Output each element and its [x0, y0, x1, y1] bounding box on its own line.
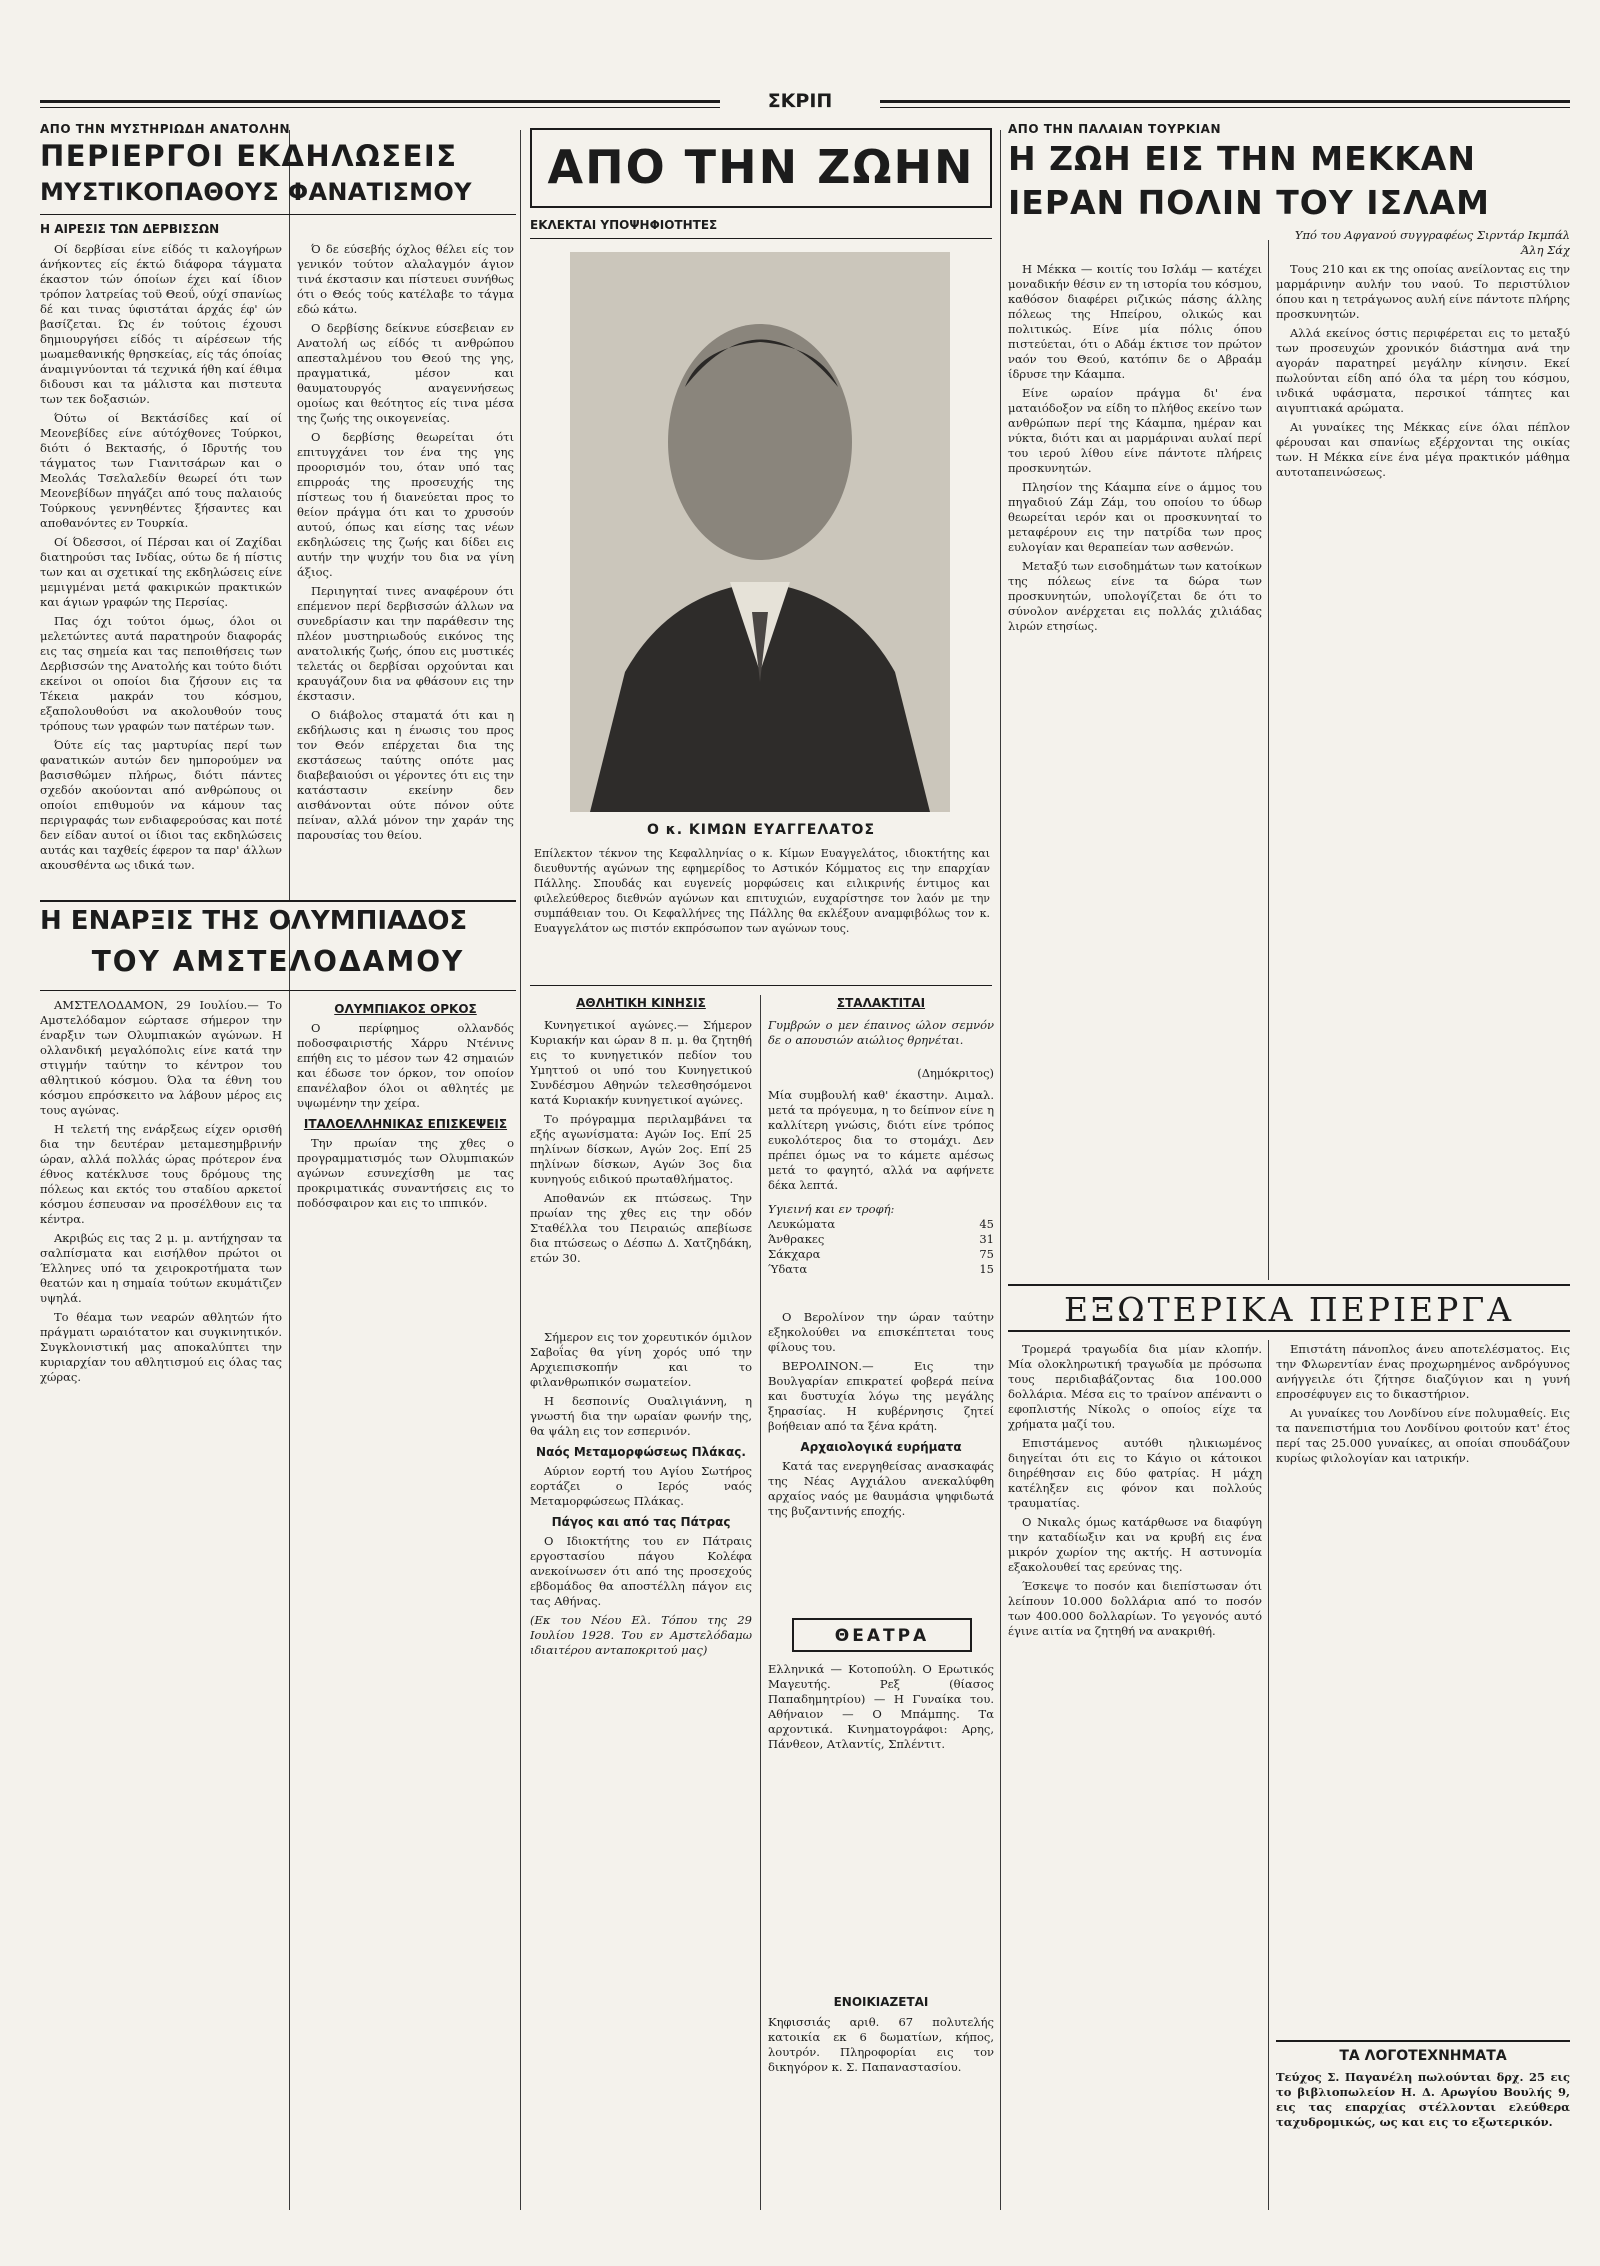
source-note: (Εκ του Νέου Ελ. Τόπου της 29 Ιουλίου 1928. Του εν Αμστελόδαμω ιδιαιτέρου ανταποκριτού μας)	[530, 1613, 752, 1657]
mystic-column-2-text	[297, 242, 514, 892]
olympics-headline-rule	[40, 990, 516, 991]
literary-title: ΤΑ ΛΟΓΟΤΕΧΝΗΜΑΤΑ	[1339, 2048, 1507, 2064]
center-subhead: ΕΚΛΕΚΤΑΙ ΥΠΟΨΗΦΙΟΤΗΤΕΣ	[530, 218, 718, 232]
curious-headline-box	[1008, 1284, 1570, 1332]
olympics-headline-line1: Η ΕΝΑΡΞΙΣ ΤΗΣ ΟΛΥΜΠΙΑΔΟΣ	[40, 908, 468, 936]
stalaktites-epigraph-author: (Δημόκριτος)	[917, 1066, 994, 1080]
column-divider-5	[760, 995, 761, 2210]
nutrition-table-title: Υγιεινή και εν τροφή:	[768, 1202, 895, 1216]
mecca-byline: Υπό του Αφγανού συγγραφέως Σιρντάρ Ικμπάλ Άλη Σάχ	[1294, 228, 1570, 257]
dance-para: Σήμερον εις τον χορευτικόν όμιλον Σαβοΐας θα γίνη χορός υπό την Αρχιεπισκοπήν και το φιλανθρωπικόν σωματείον.	[530, 1330, 752, 1389]
mystic-para-8: Ο δερβίσης θεωρείται ότι επιτυγχάνει τον ένα της γης προορισμόν του, όταν υπό τας επιρροάς της προσευχής της πίστεως του ή διανεύεται προς το θείον πράγμα ότι και το χρυσούν αυτού, όπως και είσης τας νέων εκδηλώσεις της ζωής και δίδει εις αυτήν την ψυχήν του δια να γίνη άξιος.	[297, 430, 514, 579]
mystic-para-3: Οί Όδεσσοι, οί Πέρσαι και οί Ζαχίδαι διατηρούσι τας Ινδίας, ούτω δε ή πίστις των και αι σχετικαί της εκδηλώσεις είνε μεμιγμέναι μετά φακιρικών πρακτικών και άγιων γραφών της Περσίας.	[40, 535, 282, 609]
mystic-para-7: Ο δερβίσης δείκνυε εύσεβειαν εν Ανατολή ως είδός τι ανθρώπου απεσταλμένου του Θεού της γης, πραγματικά, μέσον και θαυματουργός αναγεννήσεως ομοίως και θεότητος είς τινα μέσα της ζωής της οικογενείας.	[297, 321, 514, 425]
column-divider-6	[289, 920, 290, 2210]
mystic-para-1: Οί δερβίσαι είνε είδός τι καλογήρων άνήκοντες είς έκτώ διάφορα τάγματα έκαστον τών όποίων έχει καί ίδιον τρόπον λατρείας τοϋ Θεοΰ, ούχί σπανίως δέ και τινας ύφιστάται άρχάς έφ' ών βασίζεται. Ώς έν τούτοις έχουσι δημιουργήσει είδός τι αίρέσεων τής μωαμεθανικής θρησκείας, είς τάς όποίας άναμιγνύονται τά τεχνικά ήθη καί έθιμα διδουσι και τα μάλιστα και πιστευτα των τεκ δοξασιών.	[40, 242, 282, 406]
stalaktites-epigraph: Γυμβρών ο μεν έπαινος ώλον σεμνόν δε ο απουσιών αιώλιος θρηνέται.	[768, 1018, 994, 1047]
theatre-listings: Ελληνικά — Κοτοπούλη. Ο Ερωτικός Μαγευτής. Ρεξ (θίασος Παπαδημητρίου) — Η Γυναίκα του. Αθήναιον — Ο Μπάμπης. Τα αρχοντικά. Κινηματογράφοι: Αρης, Πάνθεον, Ατλαντίς, Σπλέντιτ.	[768, 1662, 994, 1751]
mystic-headline-rule	[40, 214, 516, 215]
column-divider-7	[1268, 1340, 1269, 2210]
nutrition-row-name: Σάκχαρα	[768, 1247, 821, 1261]
mecca-para-1: Η Μέκκα — κοιτίς του Ισλάμ — κατέχει μοναδικήν θέσιν εν τη ιστορία του κόσμου, καθόσον διαφέρει ριζικώς πάσης άλλης πόλεως της Ηπείρου, ολικώς και πολιτικώς. Είνε μία πόλις όπου πιστεύεται, ότι ο Αδάμ έκτισε τον πρώτον ναόν του Θεού, κατόπιν δε ο Αβραάμ ίδρυσε την Κάαμπα.	[1008, 262, 1262, 381]
mystic-para-6: Ό δε εύσεβής όχλος θέλει είς τον γενικόν τούτον αλαλαγμόν άγιον τινά έκστασιν και πίστευει συνήθως ότι ο Θεός τούς κατέλαβε το τάγμα εδώ κάτω.	[297, 242, 514, 316]
berlin-text-block	[768, 1310, 994, 1610]
nutrition-row-value: 75	[979, 1247, 994, 1261]
theatre-title-box	[792, 1618, 972, 1652]
mystic-para-5: Όύτε είς τας μαρτυρίας περί των φανατικών αυτών δεν ημπορούμεν να βασισθώμεν πλήρως, διότι πάντες σχεδόν ακούονται από ανθρώπους οι οποίοι επιθυμούν να κάμουν τας περιγραφάς των ενδιαφερούσας και ποτέ δεν είδαν αυτοί οι ίδιοι τας εκδηλώσεις αυτάς και ταχθείς έφερον τα παρ' άλλων ακουσθέντα ως ιδικά των.	[40, 738, 282, 872]
nutrition-row-value: 15	[979, 1262, 994, 1276]
rental-notice-text: Κηφισσιάς αριθ. 67 πολυτελής κατοικία εκ 6 δωματίων, κήπος, λουτρόν. Πληροφορίαι εις τον δικηγόρον κ. Σ. Παπαναστασίου.	[768, 2015, 994, 2074]
singer-para: Η δεσποινίς Ουαλιγιάννη, η γνωστή δια την ωραίαν φωνήν της, θα ψάλη εις τον εσπερινόν.	[530, 1394, 752, 1438]
mystic-para-4: Πας όχι τούτοι όμως, όλοι οι μελετώντες αυτά παρατηρούν διαφοράς εις τας σημεία και τας πεποιθήσεις των Δερβισσών της Ανατολής και τούτο διότι εκείνοι οι οποίοι δια ζήσουν εις τα Τέκεια μακράν του κόσμου, εξαπολουθούσι να ακολουθούν τους τρόπους των γραφών των πατέρων των.	[40, 614, 282, 733]
literary-text: Τεύχος Σ. Παγανέλη πωλούνται δρχ. 25 εις το βιβλιοπωλείον Η. Δ. Αρωγίου Βουλής 9, εις τας επαρχίας στέλλονται ελεύθερα ταχυδρομικώς, ως και εις το εξωτερικόν.	[1276, 2070, 1570, 2129]
portrait-silhouette	[570, 252, 950, 812]
column-divider-4	[1268, 240, 1269, 1280]
mecca-para-5: Τους 210 και εκ της οποίας ανείλοντας εις την μαρμάρινην αυλήν του ναού. Το περιστύλιον όπου και η τετράγωνος αυλή είνε πάντοτε πλήρης προσκυνητών.	[1276, 262, 1570, 321]
nutrition-row-name: Άνθρακες	[768, 1232, 825, 1246]
mecca-para-2: Είνε ωραίον πράγμα δι' ένα ματαιόδοξον να είδη το πλήθος εκείνο των ανθρώπων περί της Κάαμπα, ημέραν και νύκτα, διότι και αι μαρμάριναι αυλαί περί του ιερού λίθου είνε πάντοτε πλήρεις προσκυνητών.	[1008, 386, 1262, 475]
sports-para-3: Αποθανών εκ πτώσεως. Την πρωίαν της χθες εις την οδόν Σταθέλλα του Πειραιώς απεβίωσε δια πτώσεως ο Δέσπω Δ. Χατζηδάκη, ετών 30.	[530, 1191, 752, 1265]
olympics-para-2: Η τελετή της ενάρξεως είχεν ορισθή δια την δευτέραν μεταμεσημβρινήν ώραν, αλλά πολλάς ώρας πρότερον ένα έθνος κατέκλυσε τους δρόμους της πόλεως και εκτός του σταδίου αρκετοί κόσμου έσπευσαν να προσέλθουν εις τα κέντρα.	[40, 1122, 282, 1226]
literary-top-rule	[1276, 2040, 1570, 2042]
mystic-para-2: Όύτω οί Βεκτάσίδες καί οί Μεονεβίδες είνε αύτόχθονες Τούρκοι, διότι ό Βεκτασής, ό Ιδρυτής του τάγματος των Γιανιτσάρων και ο Μεολάς Τσελαλεδίν θεωρεί ότι των Μεονεβίδων πηγάζει από τους παλαιούς Τούρκους γεννηθέντες ξήσαντες και αποθανόντες εν Τουρκία.	[40, 411, 282, 530]
olympics-para-3: Ακριβώς εις τας 2 μ. μ. αντήχησαν τα σαλπίσματα και εισήλθον πρώτοι οι Έλληνες υπό τα χειροκροτήματα των θεατών και η σημαία τούτων εκυμάτιζεν υψηλά.	[40, 1231, 282, 1305]
italy-greek-title: ΙΤΑΛΟΕΛΛΗΝΙΚΑΣ ΕΠΙΣΚΕΨΕΙΣ	[303, 1117, 508, 1131]
berlin-lead-para: Ο Βερολίνον την ώραν ταύτην εξηκολούθει να επισκέπτεται τους φίλους του.	[768, 1310, 994, 1354]
curious-para-3: Ο Νικαλς όμως κατάρθωσε να διαφύγη την καταδίωξιν και να κρυβή εις ένα μικρόν χωρίον της ακτής. Η αστυνομία εξακολουθεί τας ερεύνας της.	[1008, 1515, 1262, 1574]
nutrition-row	[768, 1217, 994, 1232]
nutrition-row-name: Λευκώματα	[768, 1217, 836, 1231]
olympics-top-rule	[40, 900, 516, 902]
olympic-oath-title: ΟΛΥΜΠΙΑΚΟΣ ΟΡΚΟΣ	[334, 1002, 477, 1016]
patras-title: Πάγος και από τας Πάτρας	[551, 1515, 731, 1529]
mecca-column-1-text	[1008, 262, 1262, 1272]
column-divider-1	[289, 130, 290, 900]
church-title: Ναός Μεταμορφώσεως Πλάκας.	[536, 1445, 746, 1459]
mecca-column-2-text	[1276, 262, 1570, 1272]
nutrition-row-value: 31	[979, 1232, 994, 1246]
stalaktites-title: ΣΤΑΛΑΚΤΙΤΑΙ	[836, 996, 926, 1010]
portrait-photo	[570, 252, 950, 812]
nutrition-row	[768, 1247, 994, 1262]
sports-para-2: Το πρόγραμμα περιλαμβάνει τα εξής αγωνίσματα: Αγών Ιος. Επί 25 πηλίνων δίσκων, Αγών 2ος. Επί 25 πηλίνων δίσκων, Αγών 3ος δια κυνηγούς ειδικού πρωταθλήματος.	[530, 1112, 752, 1186]
church-para: Αύριον εορτή του Αγίου Σωτήρος εορτάζει ο Ιερός ναός Μεταμορφώσεως Πλάκας.	[530, 1464, 752, 1508]
page-number-header: ΣΚΡΙΠ	[720, 90, 880, 116]
nutrition-row-name: Ύδατα	[768, 1262, 808, 1276]
column-divider-3	[1000, 130, 1001, 2210]
mystic-column-1-text	[40, 242, 282, 892]
olympics-para-5: Ο περίφημος ολλανδός ποδοσφαιριστής Χάρρυ Ντένινς επήθη εις το μέσον των 42 σημαιών και έδωσε τον όρκον, τον οποίον επανέλαβον όλοι οι αθλητές με υψωμένην την χείρα.	[297, 1021, 514, 1110]
mecca-para-3: Πλησίον της Κάαμπα είνε ο άμμος του πηγαδιού Ζάμ Ζάμ, του οποίου το ύδωρ θεωρείται ιερόν και οι προσκυνηταί το μεταφέρουν εις την πατρίδα των προς ευλογίαν και θεραπείαν των ασθενών.	[1008, 480, 1262, 554]
nutrition-table	[768, 1202, 994, 1302]
nutrition-row-value: 45	[979, 1217, 994, 1231]
curious-column-2-text	[1276, 1342, 1570, 2032]
column-divider-2	[520, 130, 521, 2210]
patras-para: Ο Ιδιοκτήτης του εν Πάτραις εργοστασίου πάγου Κολέφα ανεκοίνωσεν ότι από της προσεχούς εβδομάδος θα αποστέλλη πάγον εις τας Αθήνας.	[530, 1534, 752, 1608]
olympics-column-2-text	[297, 998, 514, 2198]
sports-text	[530, 1018, 752, 1318]
curious-para-5: Επιστάτη πάνοπλος άνευ αποτελέσματος. Εις την Φλωρεντίαν ένας προχωρημένος ανδρόγυνος ανήγγειλε ότι ζήτησε διαζύγιον και η γυνή επροσέφυγεν εις το δικαστήριον.	[1276, 1342, 1570, 1401]
center-section-rule	[530, 985, 992, 986]
center-headline: ΑΠΟ ΤΗΝ ΖΩΗΝ	[547, 144, 975, 190]
olympics-para-4: Το θέαμα των νεαρών αθλητών ήτο πράγματι ωραιότατον και συγκινητικόν. Συγκλονιστική μας αποκαλύπτει την κυριαρχίαν του αθλητισμού εις όλας τας χώρας.	[40, 1310, 282, 1384]
archaeology-title: Αρχαιολογικά ευρήματα	[800, 1440, 962, 1454]
curious-para-4: Έσκεψε το ποσόν και διεπίστωσαν ότι λείπουν 10.000 δολλάρια από το ποσόν των 400.000 δολλαρίων. Το γεγονός αυτό έγινε αιτία να ζητηθή να ανακριθή.	[1008, 1579, 1262, 1638]
mystic-headline-line2: ΜΥΣΤΙΚΟΠΑΘΟΥΣ ΦΑΝΑΤΙΣΜΟΥ	[40, 180, 472, 206]
mystic-para-10: Ο διάβολος σταματά ότι και η εκδήλωσις και η ένωσις του προς τον Θεόν επέρχεται δια της εκστάσεως ταύτης οπότε μας διαβεβαιούσι οι γέροντες ότι εις την κατάστασιν εκείνην δεν αισθάνονται ούτε πόνον ούτε πείναν, αλλά μόνον την χαράν της παρουσίας του θείου.	[297, 708, 514, 842]
theatre-title: ΘΕΑΤΡΑ	[834, 1626, 930, 1646]
mecca-headline-line2: ΙΕΡΑΝ ΠΟΛΙΝ ΤΟΥ ΙΣΛΑΜ	[1008, 186, 1490, 222]
curious-headline: ΕΞΩΤΕΡΙΚΑ ΠΕΡΙΕΡΓΑ	[1063, 1293, 1515, 1326]
portrait-caption: Ο κ. ΚΙΜΩΝ ΕΥΑΓΓΕΛΑΤΟΣ	[646, 822, 876, 838]
mecca-para-6: Αλλά εκείνος όστις περιφέρεται εις το μεταξύ των προσευχών χρονικόν διάστημα ανά την αγοράν παρατηρεί μεγάλην κίνησιν. Εκεί πωλούνται είδη από όλα τα μέρη του κόσμου, ινδικά υφάσματα, περσικοί τάπητες και αιγυπτιακά αρώματα.	[1276, 326, 1570, 415]
curious-para-6: Αι γυναίκες του Λονδίνου είνε πολυμαθείς. Εις τα πανεπιστήμια του Λονδίνου φοιτούν κατ' έτος περί τας 25.000 γυναίκες, αι οποίαι σπουδάζουν κυρίως φιλολογίαν και ιατρικήν.	[1276, 1406, 1570, 1465]
center-headline-box	[530, 128, 992, 208]
nutrition-row	[768, 1232, 994, 1247]
curious-para-2: Επιστάμενος αυτόθι ηλικιωμένος διηγείται ότι εις το Κάγιο οι κάτοικοι διηρέθησαν εις δύο φατρίας. Η μάχη κατέληξεν εις φόνον και πολλούς τραυματίας.	[1008, 1436, 1262, 1510]
mecca-para-7: Αι γυναίκες της Μέκκας είνε όλαι πέπλον φέρουσαι και σπανίως εξέρχονται της οικίας των. Η Μέκκα είνε ένα μέγα πρακτικόν μάθημα αυτοταπεινώσεως.	[1276, 420, 1570, 479]
mecca-para-4: Μεταξύ των εισοδημάτων των κατοίκων της πόλεως είνε τα δώρα των προσκυνητών, υπολογίζεται δε ότι το σύνολον ανέρχεται εις πολλάς χιλιάδας λιρών ετησίως.	[1008, 559, 1262, 633]
rental-notice-title: ΕΝΟΙΚΙΑΖΕΤΑΙ	[833, 1995, 929, 2009]
mecca-kicker: ΑΠΟ ΤΗΝ ΠΑΛΑΙΑΝ ΤΟΥΡΚΙΑΝ	[1008, 122, 1221, 136]
curious-para-1: Τρομερά τραγωδία δια μίαν κλοπήν. Μία ολοκληρωτική τραγωδία με πρόσωπα τους περιδιαβάζοντας δια 100.000 δολλάρια. Μέσα εις το τραίνον απέναντι ο εφοπλιστής Νίκολς ο οποίος είχε τα χρήματα μαζί του.	[1008, 1342, 1262, 1431]
archaeology-para: Κατά τας ενεργηθείσας ανασκαφάς της Νέας Αγχιάλου ανεκαλύφθη αρχαίος ναός με θαυμάσια ψηφιδωτά της βυζαντινής εποχής.	[768, 1459, 994, 1518]
sports-para-1: Κυνηγετικοί αγώνες.— Σήμερον Κυριακήν και ώραν 8 π. μ. θα ζητηθή εις το κυνηγετικόν πεδίον του Υμηττού οι υπό του Κυνηγετικού Συνδέσμου Αθηνών τελεσθησόμενοι κατά Κυριακήν κυνηγετικοί αγώνες.	[530, 1018, 752, 1107]
mystic-kicker: ΑΠΟ ΤΗΝ ΜΥΣΤΗΡΙΩΔΗ ΑΝΑΤΟΛΗΝ	[40, 122, 291, 136]
olympics-para-6: Την πρωίαν της χθες ο προγραμματισμός των Ολυμπιακών αγώνων εσυνεχίσθη με τας προκριματικάς συναντήσεις εις το ποδόσφαιρον και εις το ιππικόν.	[297, 1136, 514, 1210]
berlin-para: ΒΕΡΟΛΙΝΟΝ.— Εις την Βουλγαρίαν επικρατεί φοβερά πείνα και δυστυχία λόγω της μεγάλης ξηρασίας. Η κυβέρνησις ζητεί βοήθειαν από τα ξένα κράτη.	[768, 1359, 994, 1433]
olympics-para-1: ΑΜΣΤΕΛΟΔΑΜΟΝ, 29 Ιουλίου.— Το Αμστελόδαμον εώρτασε σήμερον την έναρξιν των Ολυμπιακών αγώνων. Η ολλανδική μεγαλόπολις είνε κατά την στιγμήν ταύτην το κέντρον του αθλητικού κόσμου. Όλα τα έθνη του κόσμου επρόσκειτο να λάβουν μέρος εις τους αγώνας.	[40, 998, 282, 1117]
sports-title: ΑΘΛΗΤΙΚΗ ΚΙΝΗΣΙΣ	[576, 996, 706, 1010]
mystic-para-9: Περιηγηταί τινες αναφέρουν ότι επέμενον περί δερβισσών άλλων να συνεδρίασιν και την παράθεσιν της πλέον μυστηριωδούς εικόνος της ανατολικής ζωής, όπου εις μυστικές τελετάς οι δερβίσαι ορχούνται και κραυγάζουν δια να φθάσουν εις την έκστασιν.	[297, 584, 514, 703]
center-lower-left-text	[530, 1330, 752, 2200]
mystic-subhead: Η ΑΙΡΕΣΙΣ ΤΩΝ ΔΕΡΒΙΣΣΩΝ	[40, 222, 220, 236]
mecca-headline-line1: Η ΖΩΗ ΕΙΣ ΤΗΝ ΜΕΚΚΑΝ	[1008, 142, 1476, 178]
stalaktites-text: Μία συμβουλή καθ' έκαστην. Αιμαλ. μετά τα πρόγευμα, η το δείπνον είνε η καλλίτερη γνώσις, διότι είνε τρόπος ευκολότερος δια το στομάχι. Δεν πρέπει όμως να το κάμετε αμέσως μετά το φαγητό, αλλά να αφήνετε δέκα λεπτά.	[768, 1088, 994, 1192]
olympics-headline-line2: ΤΟΥ ΑΜΣΤΕΛΟΔΑΜΟΥ	[91, 948, 465, 978]
nutrition-row	[768, 1262, 994, 1277]
olympics-column-1-text	[40, 998, 282, 2198]
center-subhead-rule	[530, 238, 992, 239]
mystic-headline-line1: ΠΕΡΙΕΡΓΟΙ ΕΚΔΗΛΩΣΕΙΣ	[40, 142, 458, 173]
curious-column-1-text	[1008, 1342, 1262, 2202]
portrait-caption-text: Επίλεκτον τέκνον της Κεφαλληνίας ο κ. Κίμων Ευαγγελάτος, ιδιοκτήτης και διευθυντής αγώνων της εφημερίδος το Αστικόν Κόμματος εις την επαρχίαν Πάλλης. Σπουδάς και ευγενείς μορφώσεις και ειλικρινής έντιμος και φιλελεύθερος διεθνών αγώνων και επιτυχιών, ευχαρίστησε τον λαόν με την συμπάθειαν του. Οι Κεφαλλήνες της Πάλλης θα εκλέξουν αναμφιβόλως τον κ. Ευαγγελάτον ως πιστόν εκπρόσωπον των αγώνων τους.	[534, 847, 990, 935]
